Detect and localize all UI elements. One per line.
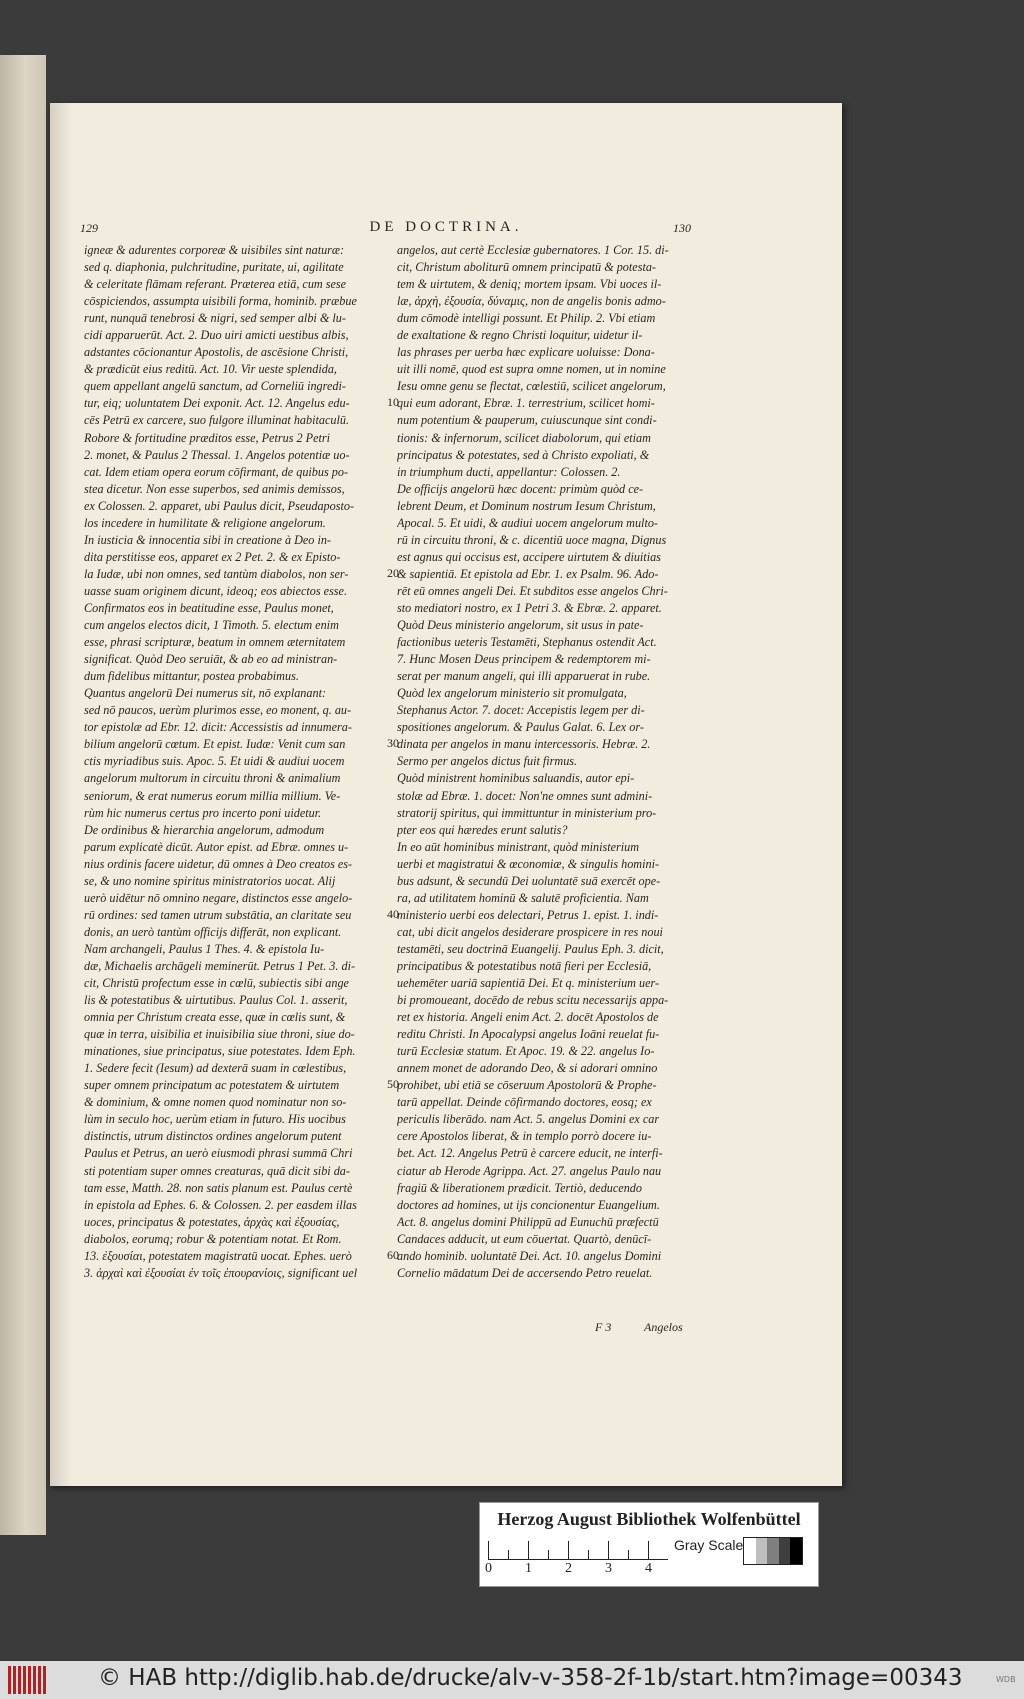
- text-line: & prædicūt eius reditū. Act. 10. Vir ueste splendida,: [84, 362, 337, 377]
- text-line: seniorum, & erat numerus eorum millia millium. Ve-: [84, 788, 341, 803]
- text-line: lùm in seculo hoc, uerùm etiam in futuro. His uocibus: [84, 1112, 346, 1127]
- text-line: 7. Hunc Mosen Deus principem & redemptorem mi-: [397, 652, 651, 667]
- text-line: rùm hic numerus certus pro incerto poni uidetur.: [84, 805, 322, 820]
- text-line: bet. Act. 12. Angelus Petrū è carcere educit, ne interfi-: [397, 1146, 663, 1161]
- text-line: In eo aūt hominibus ministrant, quòd ministerium: [397, 839, 640, 854]
- scale-label: 1: [525, 1561, 532, 1576]
- catchword: Angelos: [644, 1320, 683, 1334]
- text-line: Sermo per angelos dictus fuit firmus.: [397, 754, 578, 769]
- text-line: cit, Christū profectum esse in cœlū, subiectis sibi ange: [84, 976, 349, 991]
- text-line: lebrent Deum, et Dominum nostrum Iesum Christum,: [397, 498, 656, 513]
- scale-ruler: [488, 1539, 668, 1560]
- color-calibration-card: [479, 1502, 819, 1587]
- text-line: omnia per Christum creata esse, quæ in cœlis sunt, &: [84, 1010, 346, 1025]
- text-line: ctis myriadibus suis. Apoc. 5. Et uidi & audiui uocem: [84, 754, 345, 769]
- ruler-tick: [508, 1550, 509, 1559]
- text-line: runt, nunquā tenebrosi & nigri, sed semper albi & lu-: [84, 311, 346, 326]
- text-line: tem & uirtutem, & deniq; mortem ipsam. Vbi uoces il-: [397, 277, 662, 292]
- text-line: rū ordines: sed tamen utrum substātia, an claritate seu: [84, 907, 352, 922]
- text-line: doctores ad homines, ut ijs concionentur Euangelium.: [397, 1197, 660, 1212]
- scale-label: 3: [605, 1561, 612, 1576]
- text-line: cit, Christum aboliturū omnem principatū & potesta-: [397, 260, 656, 275]
- text-line: periculis liberādo. nam Act. 5. angelus Domini ex car: [397, 1112, 660, 1127]
- footer-bar: [0, 1661, 1024, 1699]
- ruler-tick: [608, 1541, 609, 1559]
- text-line: principatus & potestates, sed à Christo expoliati, &: [397, 447, 650, 462]
- text-line: 2. monet, & Paulus 2 Thessal. 1. Angelos potentiæ uo-: [84, 447, 350, 462]
- text-line: sto mediatori nostro, ex 1 Petri 3. & Ebræ. 2. apparet.: [397, 600, 662, 615]
- text-line: De ordinibus & hierarchia angelorum, admodum: [84, 822, 325, 837]
- gray-swatch: [779, 1538, 791, 1564]
- text-line: Stephanus Actor. 7. docet: Accepistis legem per di-: [397, 703, 645, 718]
- text-line: sed nō paucos, uerùm plurimos esse, eo monent, q. au-: [84, 703, 352, 718]
- text-line: uerbi et magistratui & œconomiæ, & singulis homini-: [397, 856, 660, 871]
- text-line: & sapientiā. Et epistola ad Ebr. 1. ex Psalm. 96. Ado-: [397, 566, 659, 581]
- text-line: 1. Sedere fecit (Iesum) ad dexterā suam in cœlestibus,: [84, 1061, 347, 1076]
- text-line: stolæ ad Ebræ. 1. docet: Non'ne omnes sunt admini-: [397, 788, 653, 803]
- text-line: pter eos qui hæredes erunt salutis?: [397, 822, 568, 837]
- text-line: esse, phrasi scripturæ, beatum in omnem æternitatem: [84, 635, 346, 650]
- footer-small-mark: WDB: [996, 1675, 1016, 1684]
- text-line: annem monet de adorando Deo, & si adorari omnino: [397, 1061, 658, 1076]
- text-line: ex Colossen. 2. apparet, ubi Paulus dicit, Pseudaposto-: [84, 498, 355, 513]
- text-line: Cornelio mādatum Dei de accersendo Petro reuelat.: [397, 1265, 653, 1280]
- text-line: cēs Petrū ex carcere, suo fulgore illuminat habitaculū.: [84, 413, 350, 428]
- text-line: læ, ἀρχὴ, ἐξουσία, δύναμις, non de angelis bonis admo-: [397, 294, 666, 309]
- text-line: dum cōmodè intelligi possunt. Et Philip. 2. Vbi etiam: [397, 311, 656, 326]
- text-line: ministerio uerbi eos delectari, Petrus 1. epist. 1. indi-: [397, 907, 659, 922]
- text-line: tor epistolæ ad Ebr. 12. dicit: Accessistis ad innumera-: [84, 720, 352, 735]
- footer-copyright-url: © HAB http://diglib.hab.de/drucke/alv-v-358-2f-1b/start.htm?image=00343: [98, 1665, 963, 1691]
- text-line: angelos, aut certè Ecclesiæ gubernatores. 1 Cor. 15. di-: [397, 243, 669, 257]
- text-line: num potentium & pauperum, cuiuscunque sint condi-: [397, 413, 657, 428]
- text-line: rū in circuitu throni, & c. dicentiū uoce magna, Dignus: [397, 532, 667, 547]
- gray-scale-label: Gray Scale: [674, 1537, 744, 1553]
- text-line: se, & uno nomine spiritus ministratorios uocat. Alij: [84, 873, 336, 888]
- text-line: dinata per angelos in manu intercessoris. Hebræ. 2.: [397, 737, 651, 752]
- gray-scale-swatches: [743, 1537, 803, 1565]
- text-line: Paulus et Petrus, an uerò eiusmodi phrasi summā Chri: [84, 1146, 353, 1161]
- page-number-right: 130: [673, 221, 691, 235]
- text-line: la Iudæ, ubi non omnes, sed tantùm diabolos, non ser-: [84, 566, 349, 581]
- text-line: Quòd ministrent hominibus saluandis, autor epi-: [397, 771, 635, 786]
- text-line: nius ordinis facere uidetur, dū omnes à Deo creatos es-: [84, 856, 353, 871]
- ruler-tick: [588, 1550, 589, 1559]
- text-line: parum explicatè dicūt. Autor epist. ad Ebræ. omnes u-: [84, 839, 349, 854]
- text-line: los incedere in humilitate & religione angelorum.: [84, 515, 326, 530]
- margin-line-number: 50: [387, 1077, 399, 1092]
- text-line: Nam archangeli, Paulus 1 Thes. 4. & epistola Iu-: [84, 941, 325, 956]
- text-line: sed q. diaphonia, pulchritudine, puritate, ui, agilitate: [84, 260, 344, 275]
- text-line: minationes, siue principatus, siue potestates. Idem Eph.: [84, 1044, 356, 1059]
- text-line: cat, ubi dicit angelos desiderare prospicere in res noui: [397, 924, 663, 939]
- text-line: uehemēter uariā sapientiā Dei. Et q. ministerium uer-: [397, 976, 660, 991]
- text-line: tur, eiq; uoluntatem Dei exponit. Act. 12. Angelus edu-: [84, 396, 350, 411]
- text-line: dum fidelibus mittantur, postea probabimus.: [84, 669, 299, 684]
- text-line: & dominium, & omne nomen quod nominatur non so-: [84, 1095, 347, 1110]
- text-line: turū Ecclesiæ statum. Et Apoc. 19. & 22. angelus Io-: [397, 1044, 655, 1059]
- scale-label: 2: [565, 1561, 572, 1576]
- text-line: dita perstitisse eos, apparet ex 2 Pet. 2. & ex Episto-: [84, 549, 341, 564]
- text-line: bi promoueant, docēdo de rebus scitu necessarijs appa-: [397, 993, 669, 1008]
- margin-line-number: 10: [387, 395, 399, 410]
- text-line: rēt eū omnes angeli Dei. Et subditos esse angelos Chri-: [397, 583, 668, 598]
- text-line: est agnus qui occisus est, accipere uirtutem & diuitias: [397, 549, 661, 564]
- text-line: adstantes cōcionantur Apostolis, de ascēsione Christi,: [84, 345, 349, 360]
- text-line: stea dicetur. Non esse superbos, sed animis demissos,: [84, 481, 345, 496]
- text-line: angelorum multorum in circuitu throni & animalium: [84, 771, 341, 786]
- margin-line-number: 60: [387, 1247, 399, 1262]
- text-line: qui eum adorant, Ebræ. 1. terrestrium, scilicet homi-: [397, 396, 655, 411]
- text-line: cum angelos electos dicit, 1 Timoth. 5. electum enim: [84, 618, 339, 633]
- text-line: Act. 8. angelus domini Philippū ad Eunuchū præfectū: [397, 1214, 659, 1229]
- text-line: bilium angelorū cœtum. Et epist. Iudæ: Venit cum san: [84, 737, 346, 752]
- gray-swatch: [790, 1538, 802, 1564]
- text-line: 13. ἐξουσίαι, potestatem magistratū uocat. Ephes. uerò: [84, 1248, 352, 1263]
- text-line: diabolos, eorumq; robur & potentiam notat. Et Rom.: [84, 1231, 342, 1246]
- gray-swatch: [756, 1538, 768, 1564]
- text-line: cōspiciendos, assumpta uisibili forma, hominib. præbue: [84, 294, 357, 309]
- text-line: significat. Quòd Deo seruiāt, & ab eo ad ministran-: [84, 652, 338, 667]
- facing-page-edge: [0, 55, 46, 1535]
- text-line: cat. Idem etiam opera eorum cōfirmant, de quibus po-: [84, 464, 349, 479]
- book-page: [50, 103, 842, 1486]
- text-line: serat per manum angeli, qui illi apparuerat in rube.: [397, 669, 651, 684]
- ruler-tick: [568, 1541, 569, 1559]
- text-line: tam esse, Matth. 28. non satis planum est. Paulus certè: [84, 1180, 353, 1195]
- text-line: uit illi nomē, quod est supra omne nomen, ut in nomine: [397, 362, 666, 377]
- text-line: ciatur ab Herode Agrippa. Act. 27. angelus Paulo nau: [397, 1163, 662, 1178]
- running-head: DE DOCTRINA.: [369, 219, 523, 235]
- text-line: donis, an uerò tantùm officijs differāt, non explicant.: [84, 924, 342, 939]
- text-line: 3. ἀρχαὶ καὶ ἐξουσίαι ἐν τοῖς ἐπουρανίοις, significant uel: [84, 1265, 358, 1280]
- text-line: uerò uidētur nō omnino negare, distinctos esse angelo-: [84, 890, 353, 905]
- margin-line-number: 30: [387, 736, 399, 751]
- text-line: De officijs angelorū hæc docent: primùm quòd ce-: [397, 481, 644, 496]
- gray-swatch: [767, 1538, 779, 1564]
- text-line: in epistola ad Ephes. 6. & Colossen. 2. per easdem illas: [84, 1197, 357, 1212]
- scale-label: 0: [485, 1561, 492, 1576]
- text-line: Confirmatos eos in beatitudine esse, Paulus monet,: [84, 600, 334, 615]
- text-line: in triumphum ducti, appellantur: Colossen. 2.: [397, 464, 621, 479]
- ruler-tick: [648, 1541, 649, 1559]
- text-line: tarū appellat. Deinde cōfirmando doctores, eosq; ex: [397, 1095, 652, 1110]
- text-line: tionis: & infernorum, scilicet diabolorum, qui etiam: [397, 430, 651, 445]
- ruler-tick: [548, 1550, 549, 1559]
- page-number-left: 129: [80, 221, 98, 235]
- text-line: quem appellant angelū sanctum, ad Corneliū ingredi-: [84, 379, 346, 394]
- text-line: distinctis, utrum distinctos ordines angelorum putent: [84, 1129, 342, 1144]
- ruler-tick: [528, 1541, 529, 1559]
- text-line: spositiones angelorum. & Paulus Galat. 6. Lex or-: [397, 720, 644, 735]
- text-line: uasse suam originem dicunt, ideoq; eos abiectos esse.: [84, 583, 348, 598]
- text-line: super omnem principatum ac potestatem & uirtutem: [84, 1078, 340, 1093]
- text-line: Apocal. 5. Et uidi, & audiui uocem angelorum multo-: [397, 515, 658, 530]
- text-column-left: [84, 242, 384, 1282]
- card-title: Herzog August Bibliothek Wolfenbüttel: [497, 1509, 801, 1529]
- text-line: quæ in terra, uisibilia et inuisibilia siue throni, siue do-: [84, 1027, 355, 1042]
- text-line: ra, ad utilitatem hominū & salutē proficientia. Nam: [397, 890, 649, 905]
- text-line: de exaltatione & regno Christi loquitur, uidetur il-: [397, 328, 643, 343]
- page-gutter-shadow: [50, 103, 72, 1486]
- text-line: cere Apostolos liberat, & in templo porrò docere iu-: [397, 1129, 652, 1144]
- text-line: lis & potestatibus & uirtutibus. Paulus Col. 1. asserit,: [84, 993, 348, 1008]
- text-line: Quòd Deus ministerio angelorum, sit usus in pate-: [397, 618, 644, 633]
- margin-line-number: 40: [387, 906, 399, 921]
- text-line: sti potentiam super omnes creaturas, quā dicit sibi da-: [84, 1163, 350, 1178]
- text-line: In iusticia & innocentia sibi in creatione à Deo in-: [84, 532, 331, 547]
- signature-mark: F 3: [595, 1320, 612, 1334]
- text-line: reditu Christi. In Apocalypsi angelus Ioāni reuelat fu-: [397, 1027, 660, 1042]
- text-column-right: [397, 242, 747, 1282]
- ruler-tick: [488, 1541, 489, 1559]
- text-line: uoces, principatus & potestates, ἀρχὰς καὶ ἐξουσίας,: [84, 1214, 340, 1229]
- text-line: cidi apparuerūt. Act. 2. Duo uiri amicti uestibus albis,: [84, 328, 349, 343]
- hab-logo-icon: [8, 1666, 46, 1694]
- text-line: las phrases per uerba hæc explicare uoluisse: Dona-: [397, 345, 655, 360]
- text-line: Iesu omne genu se flectat, cœlestiū, scilicet angelorum,: [397, 379, 666, 394]
- text-line: Candaces adducit, ut eum cōuertat. Quartò, denūcī-: [397, 1231, 652, 1246]
- text-line: bus adsunt, & secundū Dei uoluntatē suā exercēt ope-: [397, 873, 661, 888]
- text-line: stratorij spiritus, qui immittuntur in ministerium pro-: [397, 805, 657, 820]
- text-line: fragiū & liberationem prædicit. Tertiò, deducendo: [397, 1180, 642, 1195]
- text-line: factionibus ueteris Testamēti, Stephanus ostendit Act.: [397, 635, 657, 650]
- text-line: testamēti, seu doctrinā Euangelij. Paulus Eph. 3. dicit,: [397, 941, 664, 956]
- text-line: & celeritate flāmam referant. Præterea etiā, cum sese: [84, 277, 347, 292]
- text-line: ando hominib. uoluntatē Dei. Act. 10. angelus Domini: [397, 1248, 662, 1263]
- text-line: Robore & fortitudine præditos esse, Petrus 2 Petri: [84, 430, 330, 445]
- text-line: prohibet, ubi etiā se cōseruum Apostolorū & Prophe-: [397, 1078, 657, 1093]
- gray-swatch: [744, 1538, 756, 1564]
- text-line: igneæ & adurentes corporeæ & uisibiles sint naturæ:: [84, 243, 345, 257]
- margin-line-number: 20: [387, 565, 399, 580]
- ruler-tick: [628, 1550, 629, 1559]
- scale-label: 4: [645, 1561, 652, 1576]
- text-line: Quantus angelorū Dei numerus sit, nō explanant:: [84, 686, 327, 701]
- text-line: Quòd lex angelorum ministerio sit promulgata,: [397, 686, 627, 701]
- text-line: ret ex historia. Angeli enim Act. 2. docēt Apostolos de: [397, 1010, 659, 1025]
- text-line: dæ, Michaelis archāgeli meminerūt. Petrus 1 Pet. 3. di-: [84, 958, 356, 973]
- text-line: principatibus & potestatibus notā fieri per Ecclesiā,: [397, 958, 652, 973]
